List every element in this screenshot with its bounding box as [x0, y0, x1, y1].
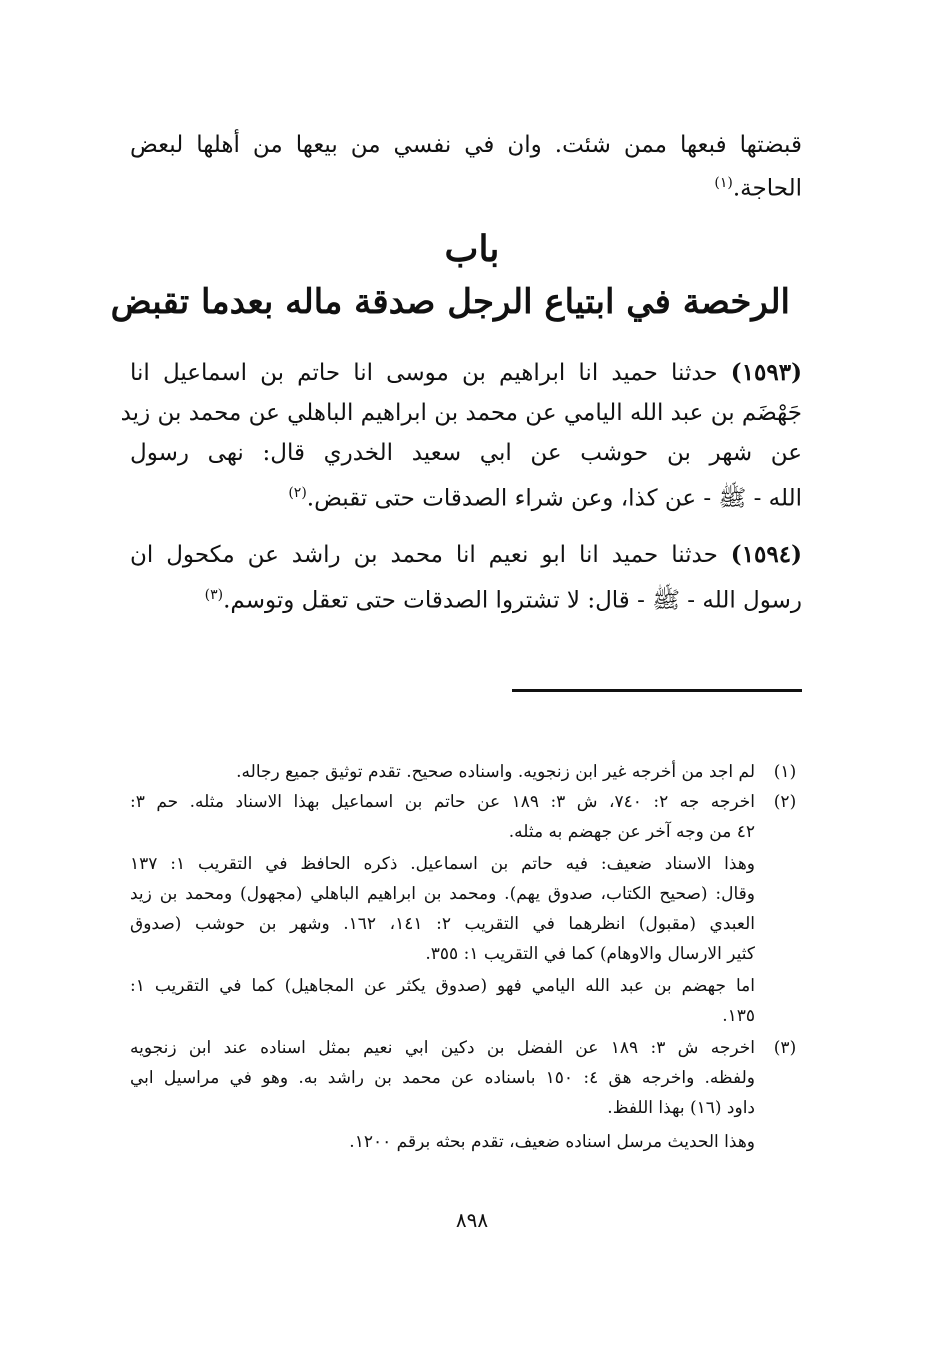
hadith-1594-number: (١٥٩٤): [730, 541, 802, 568]
footnote-2-number: (٢): [773, 792, 797, 812]
chapter-word: باب: [444, 228, 500, 270]
footnote-1-line-1: لم اجد من أخرجه غير ابن زنجويه. واسناده صحيح. تقدم توثيق جميع رجاله.: [236, 762, 755, 782]
hadith-1593-number: (١٥٩٣): [730, 359, 802, 386]
hadith-1593-line-3: عن شهر بن حوشب عن ابي سعيد الخدري قال: نهى رسول: [130, 440, 802, 466]
hadith-1593-line-1-text: حدثنا حميد انا ابراهيم بن موسى انا حاتم بن اسماعيل انا: [130, 360, 718, 386]
intro-line-2-text: الحاجة.: [732, 175, 802, 202]
footnote-3-line-3: داود (١٦) بهذا اللفظ.: [607, 1098, 755, 1118]
footnote-2-line-8: ١٣٥.: [722, 1006, 755, 1026]
footnote-2-line-1: اخرجه جه ٢: ٧٤٠، ش ٣: ١٨٩ عن حاتم بن اسماعيل بهذا الاسناد مثله. حم ٣:: [130, 792, 755, 812]
hadith-1594-line-1: [130, 540, 802, 570]
footnote-2-line-7: اما جهضم بن عبد الله اليامي فهو (صدوق يكثر عن المجاهيل) كما في التقريب ١:: [130, 976, 755, 996]
footnote-3-line-1: اخرجه ش ٣: ١٨٩ عن الفضل بن دكين ابي نعيم بمثل اسناده عند ابن زنجويه: [130, 1038, 755, 1058]
hadith-1594-line-1-text: حدثنا حميد انا ابو نعيم انا محمد بن راشد عن مكحول ان: [130, 542, 718, 568]
footnote-3-line-2: ولفظه. واخرجه هق ٤: ١٥٠ باسناده عن محمد بن راشد به. وهو في مراسيل ابي: [130, 1068, 755, 1088]
hadith-1594-line-2-text: رسول الله - ﷺ - قال: لا تشتروا الصدقات حتى تعقل وتوسم.: [223, 587, 802, 614]
footnote-3-line-4: وهذا الحديث مرسل اسناده ضعيف، تقدم بحثه برقم ١٢٠٠.: [349, 1132, 755, 1152]
intro-line-2: [500, 168, 802, 204]
chapter-title: الرخصة في ابتياع الرجل صدقة ماله بعدما تقبض: [110, 282, 790, 322]
footnote-2-line-5: العبدي (مقبول) انظرهما في التقريب ٢: ١٤١، ١٦٢. وشهر بن حوشب (صدوق: [130, 914, 756, 934]
footnote-2-line-6: كثير الارسال والاوهام) كما في التقريب ١: ٣٥٥.: [425, 944, 755, 964]
footnote-2-line-3: وهذا الاسناد ضعيف: فيه حاتم بن اسماعيل. ذكره الحافظ في التقريب ١: ١٣٧: [130, 854, 755, 874]
page-number: ٨٩٨: [455, 1208, 489, 1232]
hadith-1593-line-2: جَهْضَم بن عبد الله اليامي عن محمد بن ابراهيم الباهلي عن محمد بن زيد: [120, 400, 802, 426]
footnote-separator: [512, 689, 802, 692]
footnote-ref-3: (٣): [204, 587, 224, 603]
footnote-ref-2: (٢): [288, 485, 307, 501]
hadith-1593-line-4-text: الله - ﷺ - عن كذا، وعن شراء الصدقات حتى تقبض.: [306, 485, 802, 512]
intro-line-1: قبضتها فبعها ممن شئت. وان في نفسي من بيعها من أهلها لبعض: [130, 132, 802, 158]
hadith-1594-line-2: [130, 580, 802, 616]
footnote-1-number: (١): [773, 762, 797, 782]
hadith-1593-line-1: [130, 358, 802, 388]
footnote-2-line-4: وقال: (صحيح الكتاب، صدوق يهم). ومحمد بن ابراهيم الباهلي (مجهول) ومحمد بن زيد: [130, 884, 755, 904]
footnote-ref-1: (١): [714, 175, 733, 191]
hadith-1593-line-4: [288, 478, 802, 514]
footnote-2-line-2: ٤٢ من وجه آخر عن جهضم به مثله.: [508, 822, 755, 842]
footnote-3-number: (٣): [773, 1038, 797, 1058]
